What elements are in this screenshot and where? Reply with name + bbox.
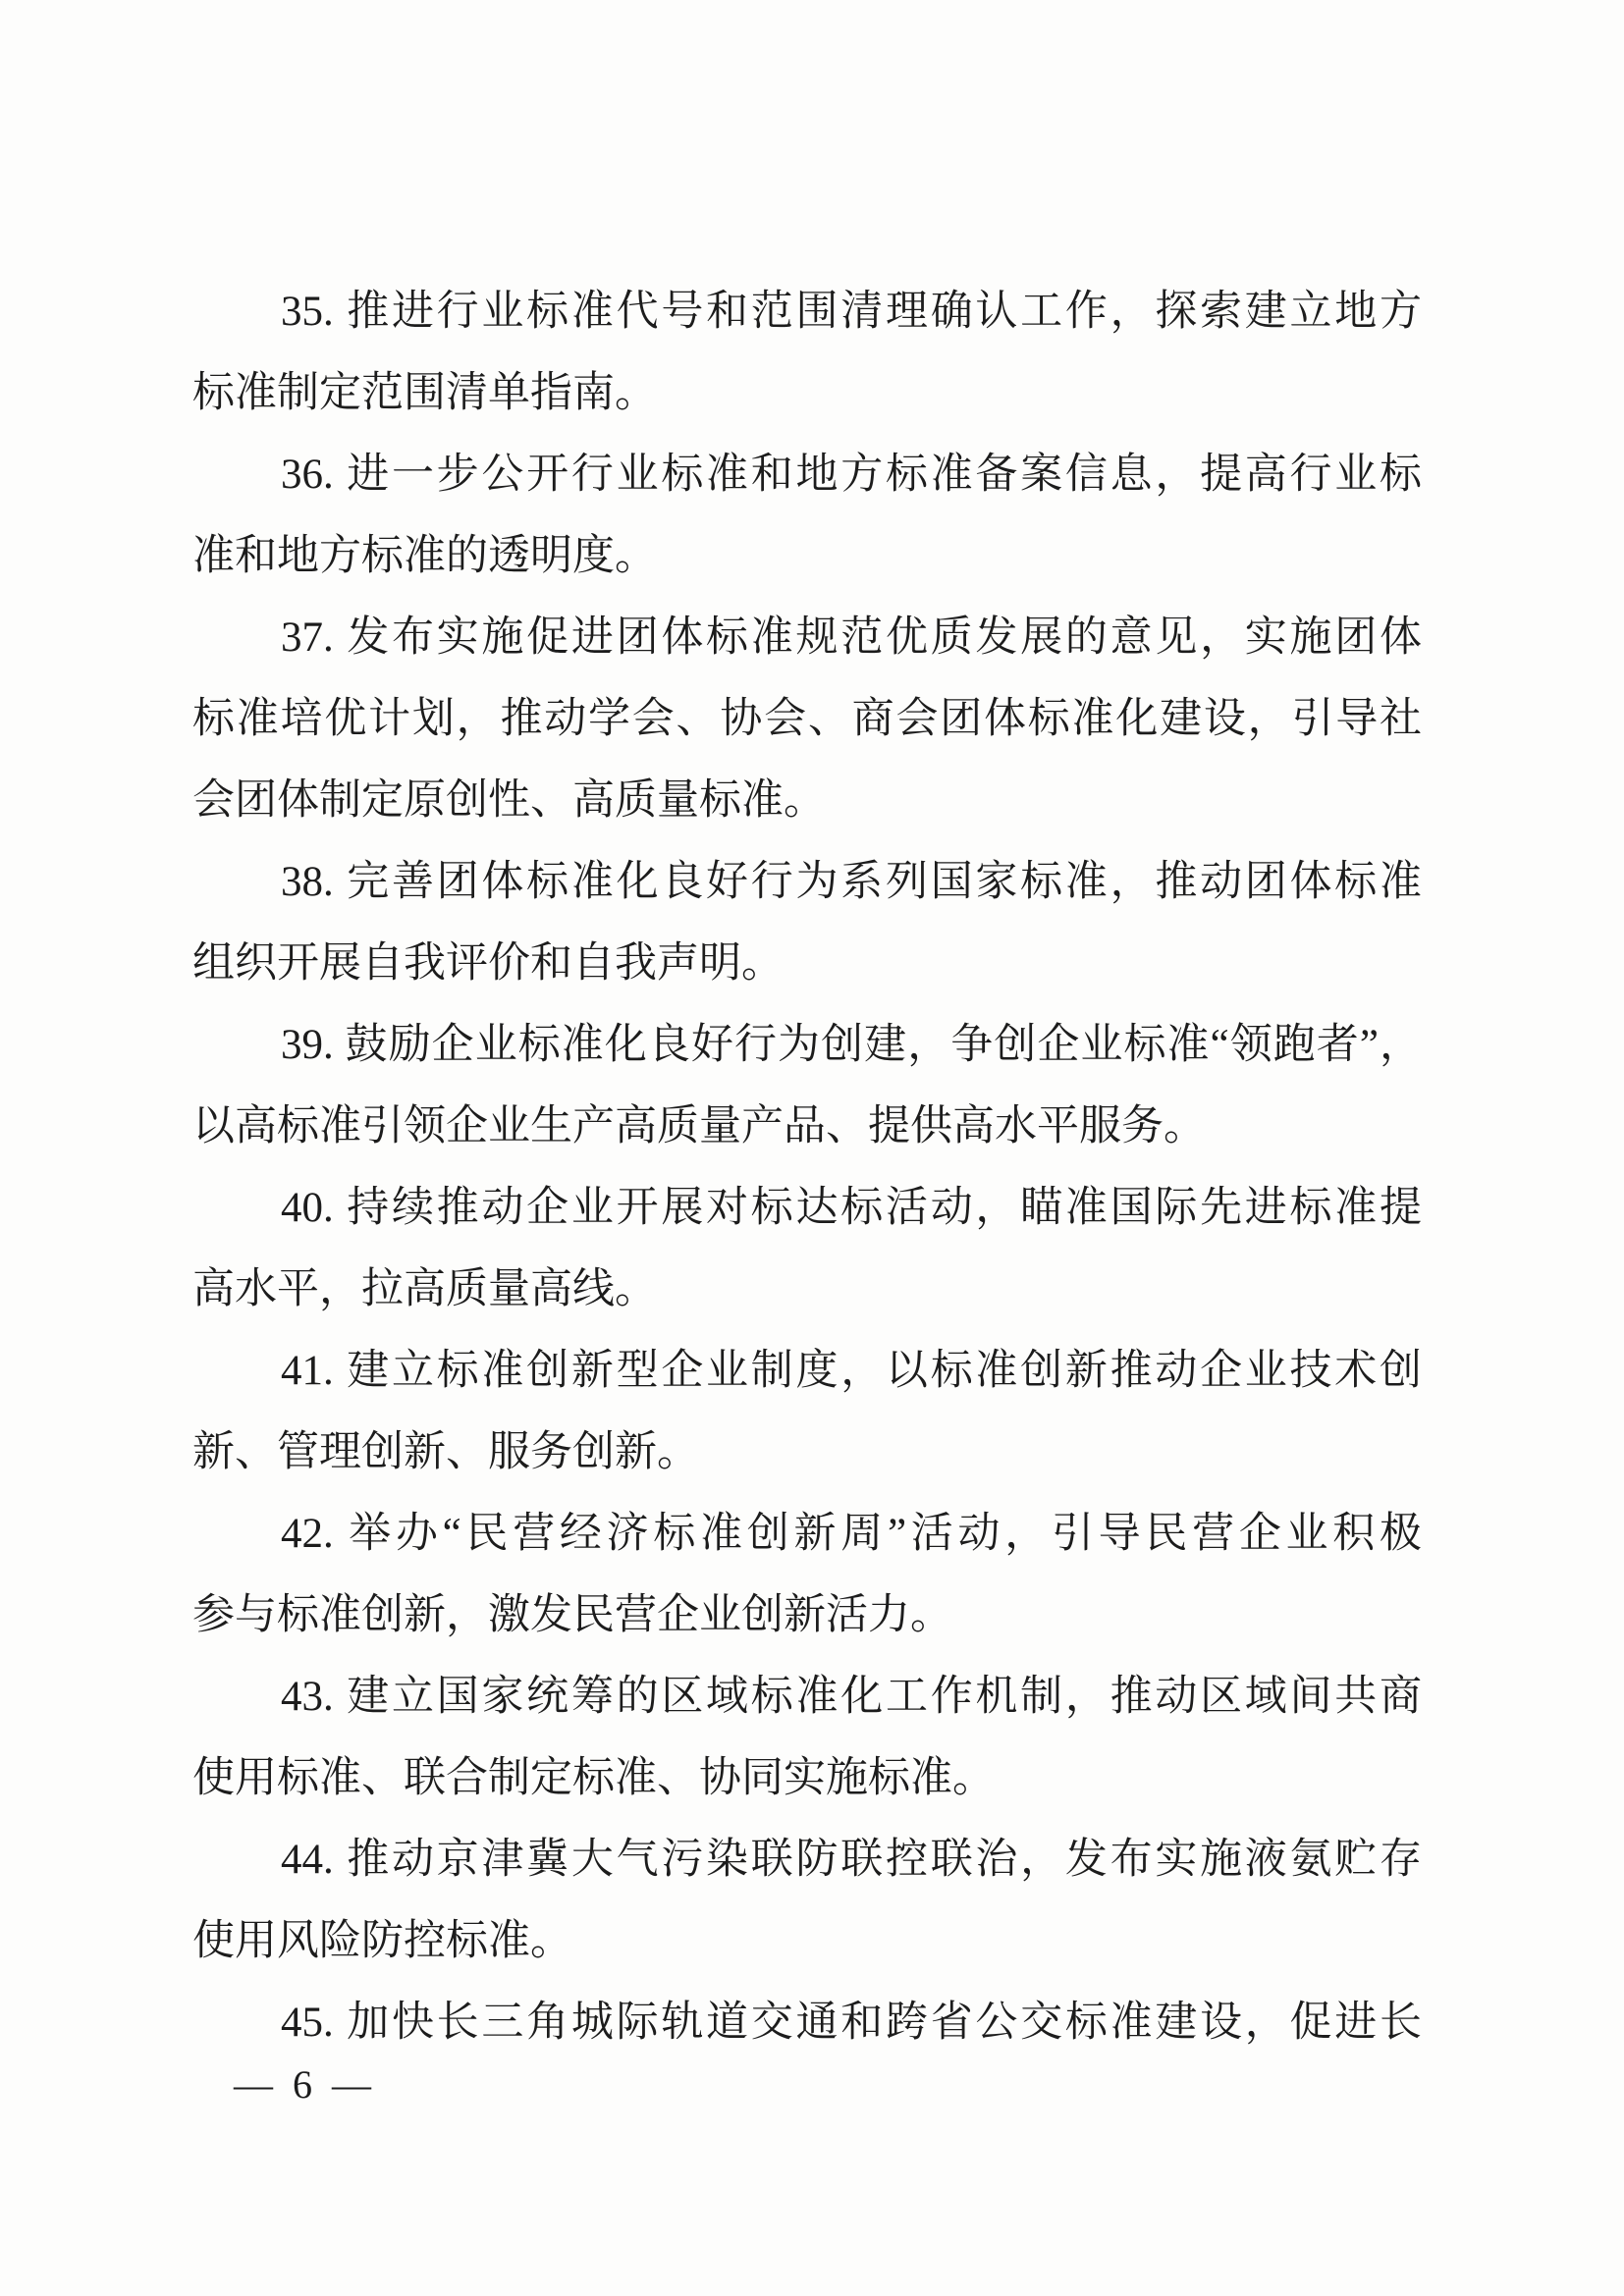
text-line: 41. 建立标准创新型企业制度，以标准创新推动企业技术创 (281, 1348, 1422, 1394)
text-line: 42. 举办“民营经济标准创新周”活动，引导民营企业积极 (281, 1511, 1422, 1557)
text-line: 43. 建立国家统筹的区域标准化工作机制，推动区域间共商 (281, 1674, 1422, 1720)
text-line: 37. 发布实施促进团体标准规范优质发展的意见，实施团体 (281, 614, 1422, 661)
paragraph-37 (192, 597, 1422, 841)
text-line: 使用标准、联合制定标准、协同实施标准。 (192, 1755, 995, 1801)
text-line: 44. 推动京津冀大气污染联防联控联治，发布实施液氨贮存 (281, 1837, 1422, 1883)
text-line: 参与标准创新，激发民营企业创新活力。 (192, 1592, 952, 1638)
paragraph-35 (192, 271, 1422, 434)
text-line: 会团体制定原创性、高质量标准。 (192, 777, 826, 824)
text-line: 准和地方标准的透明度。 (192, 533, 657, 579)
paragraph-43 (192, 1656, 1422, 1819)
paragraph-42 (192, 1493, 1422, 1656)
paragraph-45 (192, 1982, 1422, 2063)
paragraph-38 (192, 841, 1422, 1004)
page-footer (234, 2061, 376, 2109)
paragraph-44 (192, 1819, 1422, 1982)
document-body (192, 271, 1422, 2063)
paragraph-36 (192, 434, 1422, 597)
paragraph-41 (192, 1330, 1422, 1493)
text-line: 36. 进一步公开行业标准和地方标准备案信息，提高行业标 (281, 452, 1422, 498)
text-line: 标准培优计划，推动学会、协会、商会团体标准化建设，引导社 (192, 696, 1422, 742)
text-line: 标准制定范围清单指南。 (192, 370, 657, 416)
text-line: 39. 鼓励企业标准化良好行为创建，争创企业标准“领跑者”， (281, 1022, 1422, 1068)
text-line: 新、管理创新、服务创新。 (192, 1429, 699, 1475)
text-line: 使用风险防控标准。 (192, 1918, 572, 1964)
text-line: 38. 完善团体标准化良好行为系列国家标准，推动团体标准 (281, 859, 1422, 905)
text-line: 40. 持续推动企业开展对标达标活动，瞄准国际先进标准提 (281, 1185, 1422, 1231)
text-line: 45. 加快长三角城际轨道交通和跨省公交标准建设，促进长 (281, 2000, 1422, 2046)
text-line: 35. 推进行业标准代号和范围清理确认工作，探索建立地方 (281, 289, 1422, 335)
text-line: 以高标准引领企业生产高质量产品、提供高水平服务。 (192, 1103, 1206, 1149)
text-line: 组织开展自我评价和自我声明。 (192, 940, 784, 987)
text-line: 高水平，拉高质量高线。 (192, 1266, 657, 1312)
paragraph-39 (192, 1004, 1422, 1167)
paragraph-40 (192, 1167, 1422, 1330)
page-number: — 6 — (234, 2062, 376, 2107)
